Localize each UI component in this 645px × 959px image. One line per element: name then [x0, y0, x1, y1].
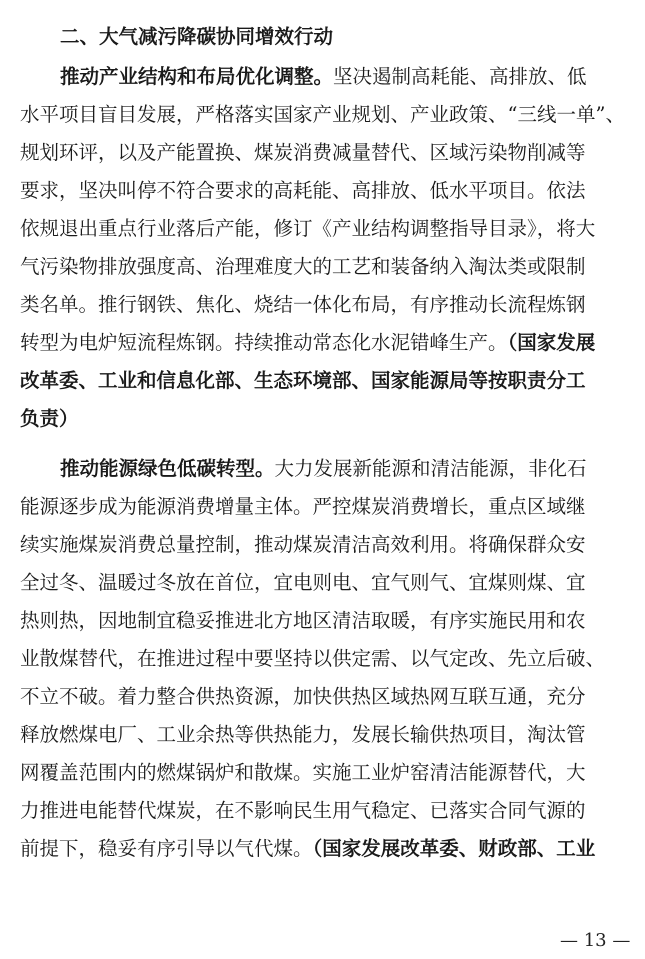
para2-line10	[20, 798, 625, 824]
para2-line1-text: 大力发展新能源和清洁能源，非化石	[274, 457, 587, 480]
para1-line5: 依规退出重点行业落后产能，修订《产业结构调整指导目录》，将大	[20, 217, 596, 240]
para1-line2: 水平项目盲目发展，严格落实国家产业规划、产业政策、“三线一单”、	[20, 103, 625, 126]
highlighted-line: 网覆盖范围内的燃煤锅炉和散煤。实施工业炉窑清洁能源替代，大	[20, 761, 586, 786]
para2-line9	[20, 760, 625, 786]
para1-line3: 规划环评，以及产能置换、煤炭消费减量替代、区域污染物削减等	[20, 141, 586, 164]
highlighted-line: 释放燃煤电厂、工业余热等供热能力，发展长输供热项目，淘汰管	[20, 723, 586, 748]
highlighted-line: 不立不破。着力整合供热资源，加快供热区域热网互联互通，充分	[20, 685, 586, 710]
para2-line5	[20, 608, 625, 634]
para2-line4	[20, 570, 625, 596]
para1-line7: 类名单。推行钢铁、焦化、烧结一体化布局，有序推动长流程炼钢	[20, 293, 586, 316]
para1-line8-text: 转型为电炉短流程炼钢。持续推动常态化水泥错峰生产。	[20, 331, 508, 354]
page-number: — 13 —	[560, 930, 631, 951]
para2-line11	[20, 836, 625, 862]
para1-line8	[20, 330, 625, 356]
para2-title: 推动能源绿色低碳转型。	[60, 457, 275, 480]
para1-responsibility-end: 负责）	[20, 407, 79, 430]
para1-line6: 气污染物排放强度高、治理难度大的工艺和装备纳入淘汰类或限制	[20, 255, 586, 278]
para1-responsibility-line: 改革委、工业和信息化部、生态环境部、国家能源局等按职责分工	[20, 369, 586, 392]
highlighted-line: 力推进电能替代煤炭，在不影响民生用气稳定、已落实合同气源的	[20, 799, 586, 824]
para2-line3-text: 续实施煤炭消费总量控制，推动煤炭清洁高效利用。	[20, 533, 469, 556]
highlighted-line: 全过冬、温暖过冬放在首位，宜电则电、宜气则气、宜煤则煤、宜	[20, 571, 586, 596]
para2-line7	[20, 684, 625, 710]
highlighted-text-start: 将确保群众安	[469, 533, 586, 558]
section-heading: 二、大气减污降碳协同增效行动	[60, 25, 334, 48]
para2-line3	[20, 532, 625, 558]
highlighted-line: 业散煤替代，在推进过程中要坚持以供定需、以气定改、先立后破、	[20, 647, 605, 672]
para1-title: 推动产业结构和布局优化调整。	[60, 65, 334, 88]
para1-responsibility-start: （国家发展	[507, 331, 596, 354]
para2-responsibility-start: （国家发展改革委、财政部、工业	[312, 837, 596, 860]
para1-line4: 要求，坚决叫停不符合要求的高耗能、高排放、低水平项目。依法	[20, 179, 586, 202]
highlighted-text-end: 前提下，稳妥有序引导以气代煤。	[20, 837, 313, 862]
para2-line8	[20, 722, 625, 748]
para2-line2: 能源逐步成为能源消费增量主体。严控煤炭消费增长，重点区域继	[20, 495, 586, 518]
para1-line1-text: 坚决遏制高耗能、高排放、低	[333, 65, 587, 88]
highlighted-line: 热则热，因地制宜稳妥推进北方地区清洁取暖，有序实施民用和农	[20, 609, 586, 634]
para2-line1	[60, 456, 625, 482]
para1-line1	[60, 64, 625, 90]
para2-line6	[20, 646, 625, 672]
